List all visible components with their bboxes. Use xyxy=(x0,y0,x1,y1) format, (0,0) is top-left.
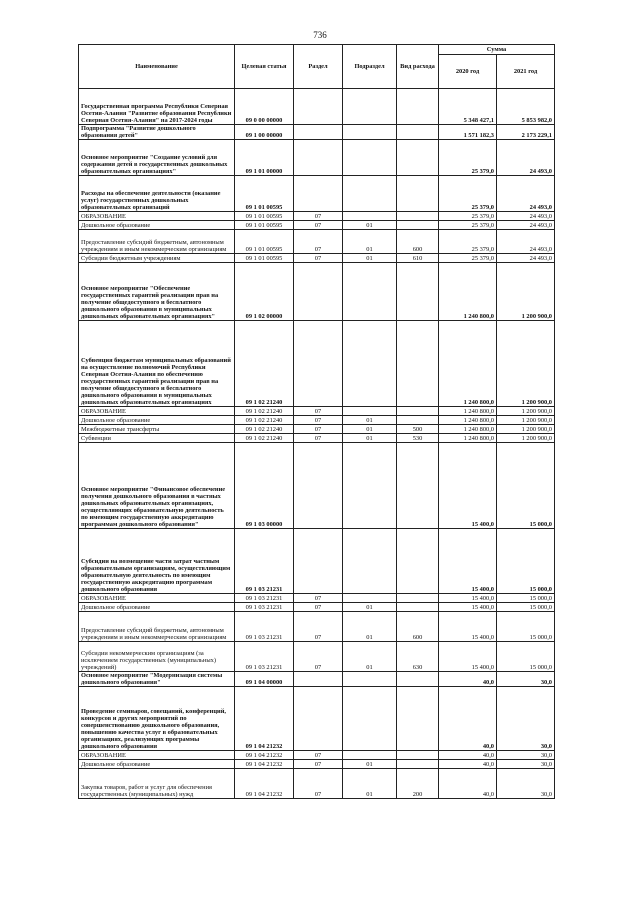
row-amount-2021: 5 853 982,0 xyxy=(497,89,555,125)
row-expense-type xyxy=(397,212,439,221)
row-subsection xyxy=(343,125,397,140)
row-amount-2020: 1 571 182,3 xyxy=(439,125,497,140)
table-row xyxy=(79,529,555,594)
row-subsection: 01 xyxy=(343,254,397,263)
row-name: Дошкольное образование xyxy=(79,760,235,769)
row-target-article: 09 1 01 00000 xyxy=(235,140,294,176)
table-row xyxy=(79,125,555,140)
row-amount-2020: 1 240 800,0 xyxy=(439,425,497,434)
row-subsection: 01 xyxy=(343,221,397,230)
table-row xyxy=(79,89,555,125)
row-subsection xyxy=(343,263,397,321)
table-row xyxy=(79,760,555,769)
row-amount-2020: 1 240 800,0 xyxy=(439,407,497,416)
table-row xyxy=(79,434,555,443)
row-name: Субсидии бюджетным учреждениям xyxy=(79,254,235,263)
row-amount-2021: 24 493,0 xyxy=(497,176,555,212)
row-target-article: 09 1 01 00595 xyxy=(235,254,294,263)
row-name: Государственная программа Республики Северная Осетия-Алания "Развитие образования Республики Северная Осетия-Алания" на 2017-2024 годы xyxy=(79,89,235,125)
row-subsection: 01 xyxy=(343,603,397,612)
row-section: 07 xyxy=(294,612,343,642)
row-section xyxy=(294,176,343,212)
row-expense-type: 630 xyxy=(397,642,439,672)
row-amount-2021: 2 173 229,1 xyxy=(497,125,555,140)
row-section xyxy=(294,125,343,140)
row-expense-type xyxy=(397,221,439,230)
row-subsection xyxy=(343,321,397,407)
row-target-article: 09 1 02 21240 xyxy=(235,407,294,416)
row-section: 07 xyxy=(294,425,343,434)
row-target-article: 09 1 02 21240 xyxy=(235,321,294,407)
row-subsection: 01 xyxy=(343,642,397,672)
row-amount-2020: 25 379,0 xyxy=(439,212,497,221)
row-target-article: 09 1 02 00000 xyxy=(235,263,294,321)
row-subsection: 01 xyxy=(343,760,397,769)
row-expense-type xyxy=(397,176,439,212)
row-amount-2021: 30,0 xyxy=(497,672,555,687)
table-row xyxy=(79,642,555,672)
row-section: 07 xyxy=(294,603,343,612)
row-subsection: 01 xyxy=(343,416,397,425)
table-row xyxy=(79,672,555,687)
row-subsection xyxy=(343,140,397,176)
row-target-article: 09 1 03 21231 xyxy=(235,603,294,612)
row-section: 07 xyxy=(294,407,343,416)
row-name: ОБРАЗОВАНИЕ xyxy=(79,212,235,221)
row-expense-type xyxy=(397,263,439,321)
row-subsection xyxy=(343,594,397,603)
row-target-article: 09 1 02 21240 xyxy=(235,434,294,443)
row-amount-2021: 1 200 900,0 xyxy=(497,321,555,407)
row-amount-2021: 15 000,0 xyxy=(497,594,555,603)
row-expense-type: 600 xyxy=(397,612,439,642)
row-section: 07 xyxy=(294,434,343,443)
row-section: 07 xyxy=(294,416,343,425)
row-target-article: 09 1 00 00000 xyxy=(235,125,294,140)
row-target-article: 09 1 04 21232 xyxy=(235,687,294,751)
row-subsection xyxy=(343,751,397,760)
table-row xyxy=(79,321,555,407)
row-section: 07 xyxy=(294,642,343,672)
row-target-article: 09 1 01 00595 xyxy=(235,221,294,230)
row-amount-2020: 25 379,0 xyxy=(439,140,497,176)
row-expense-type xyxy=(397,89,439,125)
row-expense-type xyxy=(397,603,439,612)
header-name: Наименование xyxy=(79,45,235,89)
row-amount-2021: 1 200 900,0 xyxy=(497,416,555,425)
row-amount-2020: 25 379,0 xyxy=(439,176,497,212)
row-expense-type xyxy=(397,760,439,769)
row-expense-type: 600 xyxy=(397,230,439,254)
row-name: Субсидии некоммерческим организациям (за исключением государственных (муниципальных) учреждений) xyxy=(79,642,235,672)
row-section xyxy=(294,140,343,176)
row-section: 07 xyxy=(294,212,343,221)
row-section xyxy=(294,443,343,529)
row-name: Субсидии на возмещение части затрат частным образовательным организациям, осуществляющим образовательную деятельность по имеющим государственную аккредитацию программам дошкольного образования xyxy=(79,529,235,594)
row-amount-2021: 1 200 900,0 xyxy=(497,263,555,321)
row-amount-2020: 40,0 xyxy=(439,769,497,799)
table-row xyxy=(79,212,555,221)
row-name: Основное мероприятие "Создание условий для содержания детей в государственных дошкольных образовательных организациях" xyxy=(79,140,235,176)
row-subsection xyxy=(343,176,397,212)
row-subsection xyxy=(343,687,397,751)
row-amount-2020: 15 400,0 xyxy=(439,529,497,594)
row-subsection xyxy=(343,672,397,687)
row-amount-2021: 24 493,0 xyxy=(497,221,555,230)
row-amount-2021: 30,0 xyxy=(497,687,555,751)
row-section: 07 xyxy=(294,760,343,769)
row-name: Основное мероприятие "Модернизация системы дошкольного образования" xyxy=(79,672,235,687)
row-name: Закупка товаров, работ и услуг для обеспечения государственных (муниципальных) нужд xyxy=(79,769,235,799)
row-name: Субвенция бюджетам муниципальных образований на осуществление полномочий Республики Северная Осетия-Алания по обеспечению государственных гарантий реализации прав на получение общедоступного и бесплатного дошкольного образования в муниципальных дошкольных образовательных организациях xyxy=(79,321,235,407)
row-target-article: 09 1 03 21231 xyxy=(235,612,294,642)
row-subsection: 01 xyxy=(343,425,397,434)
row-name: Основное мероприятие "Обеспечение государственных гарантий реализации прав на получение общедоступного и бесплатного дошкольного образования в муниципальных дошкольных образовательных организациях" xyxy=(79,263,235,321)
row-target-article: 09 1 03 21231 xyxy=(235,642,294,672)
header-expense-type: Вид расхода xyxy=(397,45,439,89)
row-name: ОБРАЗОВАНИЕ xyxy=(79,594,235,603)
row-name: Дошкольное образование xyxy=(79,603,235,612)
row-expense-type xyxy=(397,672,439,687)
row-expense-type: 530 xyxy=(397,434,439,443)
row-name: ОБРАЗОВАНИЕ xyxy=(79,407,235,416)
header-sum: Сумма xyxy=(439,45,555,55)
row-amount-2020: 1 240 800,0 xyxy=(439,263,497,321)
header-target-article: Целевая статья xyxy=(235,45,294,89)
row-subsection: 01 xyxy=(343,434,397,443)
row-expense-type xyxy=(397,594,439,603)
table-row xyxy=(79,612,555,642)
row-amount-2020: 15 400,0 xyxy=(439,612,497,642)
row-section: 07 xyxy=(294,594,343,603)
row-amount-2020: 1 240 800,0 xyxy=(439,416,497,425)
row-subsection xyxy=(343,529,397,594)
row-amount-2020: 25 379,0 xyxy=(439,254,497,263)
row-expense-type: 200 xyxy=(397,769,439,799)
row-name: ОБРАЗОВАНИЕ xyxy=(79,751,235,760)
table-row xyxy=(79,769,555,799)
row-amount-2021: 15 000,0 xyxy=(497,642,555,672)
row-amount-2020: 15 400,0 xyxy=(439,594,497,603)
table-row xyxy=(79,176,555,212)
table-row xyxy=(79,221,555,230)
row-amount-2020: 5 348 427,1 xyxy=(439,89,497,125)
row-name: Расходы на обеспечение деятельности (оказание услуг) государственных дошкольных образовательных организаций xyxy=(79,176,235,212)
table-row xyxy=(79,140,555,176)
budget-table xyxy=(78,44,555,799)
row-section xyxy=(294,672,343,687)
table-body xyxy=(79,89,555,799)
table-row xyxy=(79,263,555,321)
row-section xyxy=(294,529,343,594)
header-subsection: Подраздел xyxy=(343,45,397,89)
row-name: Подпрограмма "Развитие дошкольного образования детей" xyxy=(79,125,235,140)
row-subsection xyxy=(343,89,397,125)
row-amount-2021: 1 200 900,0 xyxy=(497,407,555,416)
row-section xyxy=(294,89,343,125)
table-row xyxy=(79,603,555,612)
row-target-article: 09 1 02 21240 xyxy=(235,416,294,425)
row-subsection: 01 xyxy=(343,769,397,799)
row-amount-2021: 15 000,0 xyxy=(497,603,555,612)
row-name: Субвенции xyxy=(79,434,235,443)
row-amount-2020: 40,0 xyxy=(439,751,497,760)
row-amount-2020: 40,0 xyxy=(439,760,497,769)
row-expense-type: 500 xyxy=(397,425,439,434)
row-amount-2020: 25 379,0 xyxy=(439,230,497,254)
row-section: 07 xyxy=(294,221,343,230)
row-expense-type xyxy=(397,416,439,425)
row-target-article: 09 1 04 21232 xyxy=(235,769,294,799)
row-amount-2020: 15 400,0 xyxy=(439,642,497,672)
row-name: Предоставление субсидий бюджетным, автономным учреждениям и иным некоммерческим организациям xyxy=(79,612,235,642)
row-amount-2020: 15 400,0 xyxy=(439,443,497,529)
row-section xyxy=(294,321,343,407)
row-name: Дошкольное образование xyxy=(79,416,235,425)
row-expense-type xyxy=(397,140,439,176)
row-expense-type xyxy=(397,125,439,140)
row-amount-2021: 24 493,0 xyxy=(497,140,555,176)
row-target-article: 09 1 01 00595 xyxy=(235,176,294,212)
row-target-article: 09 1 03 00000 xyxy=(235,443,294,529)
row-amount-2020: 40,0 xyxy=(439,687,497,751)
row-amount-2021: 1 200 900,0 xyxy=(497,425,555,434)
page-number: 736 xyxy=(313,30,327,40)
header-section: Раздел xyxy=(294,45,343,89)
row-name: Предоставление субсидий бюджетным, автономным учреждениям и иным некоммерческим организациям xyxy=(79,230,235,254)
row-section: 07 xyxy=(294,254,343,263)
row-target-article: 09 1 03 21231 xyxy=(235,529,294,594)
row-target-article: 09 1 01 00595 xyxy=(235,230,294,254)
row-expense-type: 610 xyxy=(397,254,439,263)
row-section xyxy=(294,687,343,751)
header-year-2021: 2021 год xyxy=(497,55,555,89)
row-expense-type xyxy=(397,407,439,416)
row-amount-2021: 30,0 xyxy=(497,751,555,760)
table-row xyxy=(79,254,555,263)
row-amount-2021: 24 493,0 xyxy=(497,212,555,221)
row-amount-2021: 15 000,0 xyxy=(497,529,555,594)
row-section: 07 xyxy=(294,230,343,254)
row-expense-type xyxy=(397,687,439,751)
row-amount-2021: 1 200 900,0 xyxy=(497,434,555,443)
row-amount-2021: 30,0 xyxy=(497,760,555,769)
row-name: Основное мероприятие "Финансовое обеспечение получения дошкольного образования в частных дошкольных образовательных организациях, осуществляющих образовательную деятельность по имеющим государственную аккредитацию программам дошкольного образования" xyxy=(79,443,235,529)
row-amount-2020: 40,0 xyxy=(439,672,497,687)
row-target-article: 09 1 04 00000 xyxy=(235,672,294,687)
row-expense-type xyxy=(397,529,439,594)
row-amount-2020: 25 379,0 xyxy=(439,221,497,230)
table-row xyxy=(79,687,555,751)
row-subsection: 01 xyxy=(343,612,397,642)
row-subsection xyxy=(343,212,397,221)
row-name: Проведение семинаров, совещаний, конференций, конкурсов и других мероприятий по совершенствованию дошкольного образования, повышению качества услуг в образовательных организациях, реализующих программы дошкольного образования xyxy=(79,687,235,751)
row-expense-type xyxy=(397,321,439,407)
row-expense-type xyxy=(397,751,439,760)
table-row xyxy=(79,425,555,434)
row-subsection xyxy=(343,407,397,416)
row-target-article: 09 0 00 00000 xyxy=(235,89,294,125)
table-row xyxy=(79,751,555,760)
table-row xyxy=(79,443,555,529)
row-name: Дошкольное образование xyxy=(79,221,235,230)
row-amount-2020: 1 240 800,0 xyxy=(439,321,497,407)
row-subsection: 01 xyxy=(343,230,397,254)
row-target-article: 09 1 01 00595 xyxy=(235,212,294,221)
row-amount-2020: 1 240 800,0 xyxy=(439,434,497,443)
row-amount-2021: 15 000,0 xyxy=(497,612,555,642)
row-section: 07 xyxy=(294,769,343,799)
row-section: 07 xyxy=(294,751,343,760)
table-row xyxy=(79,416,555,425)
row-target-article: 09 1 04 21232 xyxy=(235,751,294,760)
row-target-article: 09 1 03 21231 xyxy=(235,594,294,603)
table-row xyxy=(79,594,555,603)
row-expense-type xyxy=(397,443,439,529)
row-amount-2021: 24 493,0 xyxy=(497,230,555,254)
table-row xyxy=(79,407,555,416)
row-subsection xyxy=(343,443,397,529)
header-year-2020: 2020 год xyxy=(439,55,497,89)
row-target-article: 09 1 04 21232 xyxy=(235,760,294,769)
row-target-article: 09 1 02 21240 xyxy=(235,425,294,434)
row-amount-2021: 15 000,0 xyxy=(497,443,555,529)
table-row xyxy=(79,230,555,254)
row-amount-2021: 30,0 xyxy=(497,769,555,799)
row-section xyxy=(294,263,343,321)
row-name: Межбюджетные трансферты xyxy=(79,425,235,434)
row-amount-2020: 15 400,0 xyxy=(439,603,497,612)
row-amount-2021: 24 493,0 xyxy=(497,254,555,263)
